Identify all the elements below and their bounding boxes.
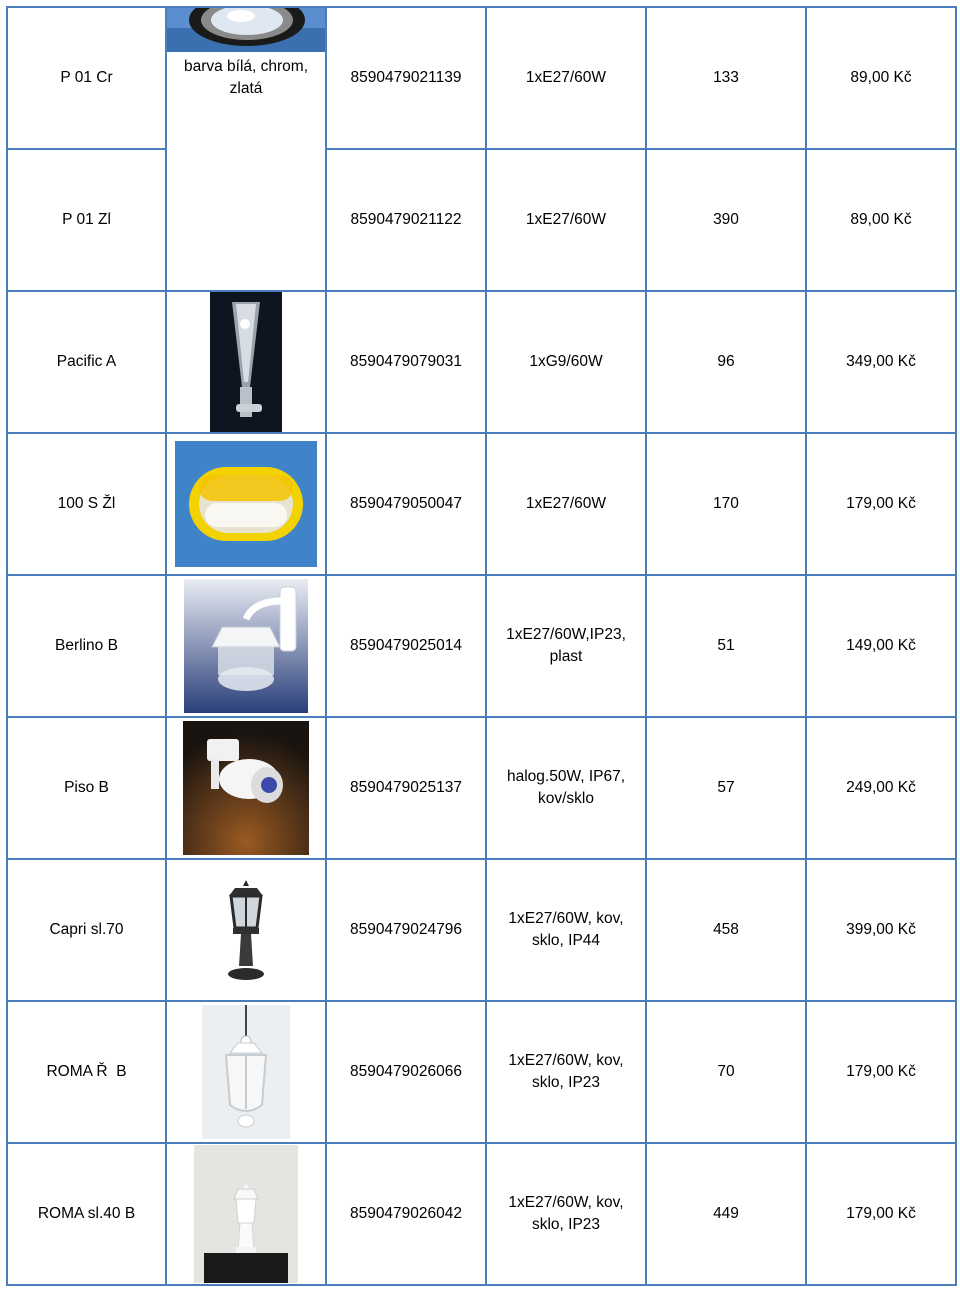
product-image-cell	[166, 7, 326, 291]
product-name: 100 S Žl	[7, 433, 166, 575]
product-spec: 1xE27/60W	[486, 149, 646, 291]
product-ean: 8590479024796	[326, 859, 486, 1001]
product-quantity: 70	[646, 1001, 806, 1143]
product-ean: 8590479079031	[326, 291, 486, 433]
table-row	[7, 859, 956, 1001]
pedestal-lantern-image	[194, 1145, 298, 1283]
product-price: 179,00 Kč	[806, 433, 956, 575]
product-ean: 8590479026066	[326, 1001, 486, 1143]
product-ean: 8590479025014	[326, 575, 486, 717]
product-price: 149,00 Kč	[806, 575, 956, 717]
product-name: Berlino B	[7, 575, 166, 717]
product-spec: 1xE27/60W	[486, 433, 646, 575]
table-row	[7, 1001, 956, 1143]
product-price: 399,00 Kč	[806, 859, 956, 1001]
table-row	[7, 575, 956, 717]
product-name: P 01 Cr	[7, 7, 166, 149]
table-row	[7, 7, 956, 149]
product-ean: 8590479021139	[326, 7, 486, 149]
product-ean: 8590479021122	[326, 149, 486, 291]
table-row	[7, 1143, 956, 1285]
table-row	[7, 291, 956, 433]
product-ean: 8590479026042	[326, 1143, 486, 1285]
product-spec: halog.50W, IP67, kov/sklo	[486, 717, 646, 859]
product-name: P 01 Zl	[7, 149, 166, 291]
post-lantern-image	[219, 878, 273, 982]
table-row	[7, 149, 956, 291]
product-spec: 1xE27/60W	[486, 7, 646, 149]
product-price: 89,00 Kč	[806, 7, 956, 149]
product-ean: 8590479050047	[326, 433, 486, 575]
product-name: ROMA sl.40 B	[7, 1143, 166, 1285]
spotlight-image	[183, 721, 309, 855]
product-name: Piso B	[7, 717, 166, 859]
product-quantity: 57	[646, 717, 806, 859]
product-name: Pacific A	[7, 291, 166, 433]
product-quantity: 390	[646, 149, 806, 291]
product-quantity: 133	[646, 7, 806, 149]
product-table	[6, 6, 957, 1286]
product-price: 179,00 Kč	[806, 1001, 956, 1143]
product-name: ROMA Ř B	[7, 1001, 166, 1143]
recessed-light-image	[167, 8, 325, 52]
oval-bulkhead-image	[175, 441, 317, 567]
product-quantity: 449	[646, 1143, 806, 1285]
product-price: 349,00 Kč	[806, 291, 956, 433]
table-row	[7, 433, 956, 575]
product-image-cell	[166, 1001, 326, 1143]
product-quantity: 96	[646, 291, 806, 433]
product-quantity: 51	[646, 575, 806, 717]
wall-lantern-image	[184, 579, 308, 713]
product-price: 89,00 Kč	[806, 149, 956, 291]
product-spec: 1xE27/60W, kov, sklo, IP44	[486, 859, 646, 1001]
product-spec: 1xE27/60W, kov, sklo, IP23	[486, 1001, 646, 1143]
pendant-lantern-image	[202, 1005, 290, 1139]
product-image-cell	[166, 1143, 326, 1285]
product-name: Capri sl.70	[7, 859, 166, 1001]
wall-light-image	[210, 292, 282, 432]
product-image-cell	[166, 859, 326, 1001]
product-spec: 1xE27/60W,IP23, plast	[486, 575, 646, 717]
product-price: 179,00 Kč	[806, 1143, 956, 1285]
product-spec: 1xG9/60W	[486, 291, 646, 433]
product-price: 249,00 Kč	[806, 717, 956, 859]
table-row	[7, 717, 956, 859]
product-ean: 8590479025137	[326, 717, 486, 859]
product-image-cell	[166, 717, 326, 859]
product-spec: 1xE27/60W, kov, sklo, IP23	[486, 1143, 646, 1285]
product-image-cell	[166, 575, 326, 717]
product-image-cell	[166, 291, 326, 433]
product-quantity: 170	[646, 433, 806, 575]
product-quantity: 458	[646, 859, 806, 1001]
product-color-note: barva bílá, chrom, zlatá	[183, 58, 309, 97]
product-image-cell	[166, 433, 326, 575]
